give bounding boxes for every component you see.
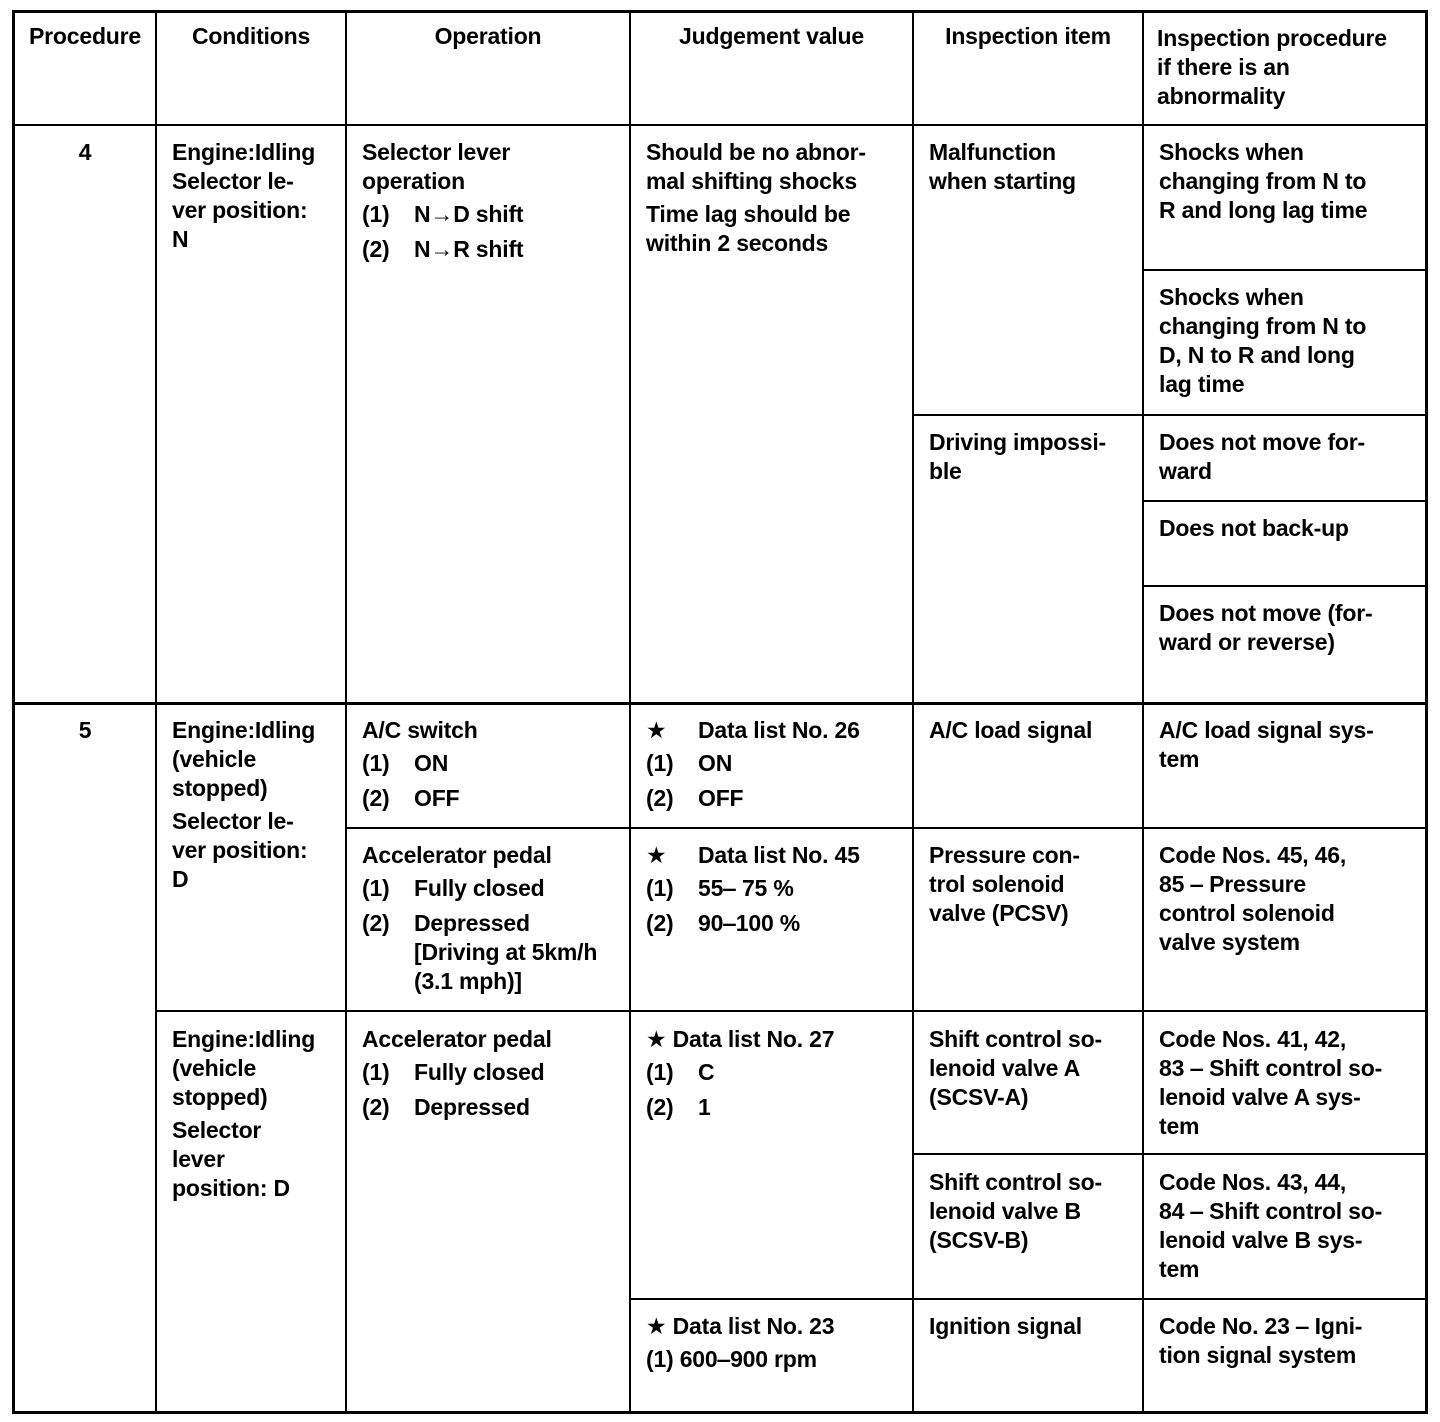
list-item: (2) 90‒100 % bbox=[646, 910, 800, 936]
inspection-procedure-cell: Does not move (for- ward or reverse) bbox=[1159, 600, 1373, 655]
inspection-item-cell: Shift control so- lenoid valve A (SCSV-A) bbox=[929, 1026, 1102, 1110]
operation-cell: Accelerator pedal (1) Fully closed (2) Depressed [Driving at 5km/h (3.1 mph)] bbox=[362, 841, 627, 996]
list-item: (1) 55‒ 75 % bbox=[646, 875, 794, 901]
conditions-cell: Engine:Idling (vehicle stopped) Selector le- ver position: D bbox=[172, 717, 316, 892]
row-divider bbox=[912, 1153, 1428, 1155]
header-inspection-item: Inspection item bbox=[945, 23, 1111, 49]
operation-cell: Selector lever operation (1) N→D shift (2) N→R shift bbox=[362, 138, 627, 264]
row-divider bbox=[1142, 500, 1428, 502]
list-item: (1) ON bbox=[362, 750, 449, 776]
col-divider bbox=[155, 10, 157, 1414]
row-divider bbox=[12, 124, 1428, 126]
col-divider bbox=[1142, 10, 1144, 1414]
operation-cell: A/C switch (1) ON (2) OFF bbox=[362, 716, 627, 813]
inspection-procedure-cell: Does not back-up bbox=[1159, 515, 1349, 541]
judgement-cell: Should be no abnor- mal shifting shocks Time lag should be within 2 seconds bbox=[646, 139, 866, 256]
conditions-cell: Engine:Idling Selector le- ver position: N bbox=[172, 139, 316, 252]
col-divider bbox=[912, 10, 914, 1414]
list-item: (2) OFF bbox=[646, 785, 744, 811]
list-item: (1) Fully closed bbox=[362, 875, 545, 901]
inspection-procedure-cell: Shocks when changing from N to R and long lag time bbox=[1159, 139, 1368, 223]
col-divider bbox=[629, 10, 631, 1414]
inspection-item-cell: Driving impossi- ble bbox=[929, 429, 1106, 484]
procedure-table bbox=[12, 10, 1428, 1414]
row-divider bbox=[629, 1298, 1428, 1300]
list-item: (2) 1 bbox=[646, 1094, 711, 1120]
procedure-number: 5 bbox=[78, 717, 92, 743]
list-item: (2) Depressed bbox=[362, 1094, 530, 1120]
list-item: (1) C bbox=[646, 1059, 715, 1085]
operation-cell: Accelerator pedal (1) Fully closed (2) Depressed bbox=[362, 1025, 627, 1122]
inspection-item-cell: A/C load signal bbox=[929, 717, 1093, 743]
inspection-procedure-cell: Code Nos. 43, 44, 84 ‒ Shift control so- lenoid valve B sys- tem bbox=[1159, 1169, 1383, 1282]
inspection-item-cell: Shift control so- lenoid valve B (SCSV-B) bbox=[929, 1169, 1102, 1253]
inspection-procedure-cell: Code Nos. 45, 46, 85 ‒ Pressure control solenoid valve system bbox=[1159, 842, 1347, 955]
inspection-procedure-cell: Shocks when changing from N to D, N to R and long lag time bbox=[1159, 284, 1367, 397]
star-icon: ★ bbox=[646, 842, 667, 868]
judgement-cell: ★ Data list No. 45 (1) 55‒ 75 % (2) 90‒100 % bbox=[646, 841, 910, 938]
conditions-cell: Engine:Idling (vehicle stopped) Selector lever position: D bbox=[172, 1026, 316, 1201]
col-divider bbox=[345, 10, 347, 1414]
list-item: (2) N→R shift bbox=[362, 236, 524, 262]
inspection-procedure-cell: Does not move for- ward bbox=[1159, 429, 1365, 484]
header-judgement-value: Judgement value bbox=[679, 23, 864, 49]
list-item: (1) ON bbox=[646, 750, 733, 776]
header-inspection-procedure: Inspection procedure if there is an abnormality bbox=[1157, 25, 1387, 109]
list-item: (1) N→D shift bbox=[362, 201, 524, 227]
list-item: (1) Fully closed bbox=[362, 1059, 545, 1085]
header-procedure: Procedure bbox=[29, 23, 141, 49]
procedure-number: 4 bbox=[78, 139, 92, 165]
row-divider bbox=[345, 827, 1428, 829]
header-operation: Operation bbox=[434, 23, 542, 49]
row-divider bbox=[912, 414, 1428, 416]
list-item: (2) Depressed bbox=[362, 910, 530, 936]
inspection-item-cell: Ignition signal bbox=[929, 1313, 1082, 1339]
judgement-cell: ★ Data list No. 27 (1) C (2) 1 bbox=[646, 1025, 910, 1122]
inspection-item-cell: Malfunction when starting bbox=[929, 139, 1076, 194]
row-divider bbox=[12, 702, 1428, 705]
row-divider bbox=[1142, 269, 1428, 271]
inspection-procedure-cell: Code No. 23 ‒ Igni- tion signal system bbox=[1159, 1313, 1363, 1368]
inspection-item-cell: Pressure con- trol solenoid valve (PCSV) bbox=[929, 842, 1080, 926]
judgement-cell: ★ Data list No. 23 (1) 600‒900 rpm bbox=[646, 1313, 835, 1372]
judgement-cell: ★ Data list No. 26 (1) ON (2) OFF bbox=[646, 716, 910, 813]
row-divider bbox=[1142, 585, 1428, 587]
inspection-procedure-cell: Code Nos. 41, 42, 83 ‒ Shift control so- lenoid valve A sys- tem bbox=[1159, 1026, 1383, 1139]
inspection-procedure-cell: A/C load signal sys- tem bbox=[1159, 717, 1374, 772]
row-divider bbox=[155, 1010, 1428, 1012]
list-item: (2) OFF bbox=[362, 785, 460, 811]
star-icon: ★ bbox=[646, 717, 667, 743]
header-conditions: Conditions bbox=[191, 23, 311, 49]
